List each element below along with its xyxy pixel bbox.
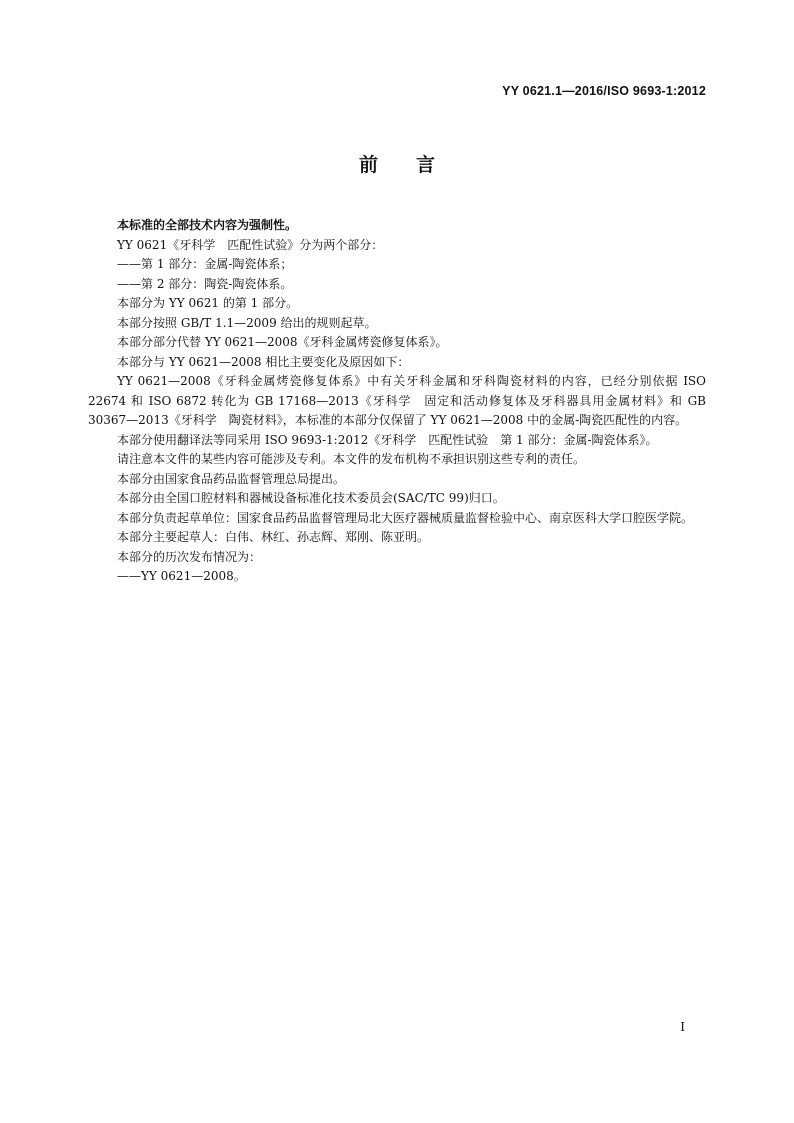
page-title: 前言 <box>358 154 473 176</box>
paragraph: 本部分负责起草单位：国家食品药品监督管理局北大医疗器械质量监督检验中心、南京医科大学口腔医学院。 <box>117 510 694 525</box>
paragraph: YY 0621《牙科学 匹配性试验》分为两个部分： <box>117 237 384 252</box>
list-item-part-2: ——第 2 部分：陶瓷-陶瓷体系。 <box>117 276 293 291</box>
paragraph: 本部分部分代替 YY 0621—2008《牙科金属烤瓷修复体系》。 <box>117 335 448 349</box>
page-number: I <box>680 1020 685 1034</box>
paragraph: 本部分由国家食品药品监督管理总局提出。 <box>117 471 346 486</box>
paragraph: 本部分使用翻译法等同采用 ISO 9693-1:2012《牙科学 匹配性试验 第 1 部分：金属-陶瓷体系》。 <box>117 432 658 447</box>
paragraph-mandatory-notice: 本标准的全部技术内容为强制性。 <box>117 218 298 232</box>
standard-id-header: YY 0621.1—2016/ISO 9693-1:2012 <box>502 84 706 98</box>
paragraph: 本部分与 YY 0621—2008 相比主要变化及原因如下： <box>117 354 410 369</box>
list-item-history: ——YY 0621—2008。 <box>117 569 246 583</box>
paragraph: 本部分为 YY 0621 的第 1 部分。 <box>117 296 299 310</box>
paragraph: 本部分按照 GB/T 1.1—2009 给出的规则起草。 <box>117 315 377 330</box>
paragraph: 请注意本文件的某些内容可能涉及专利。本文件的发布机构不承担识别这些专利的责任。 <box>117 452 586 466</box>
paragraph: 本部分的历次发布情况为： <box>117 549 262 564</box>
foreword-body <box>88 216 706 587</box>
paragraph: 本部分主要起草人：白伟、林红、孙志辉、郑刚、陈亚明。 <box>117 530 430 544</box>
paragraph: 本部分由全国口腔材料和器械设备标准化技术委员会(SAC/TC 99)归口。 <box>117 491 505 505</box>
list-item-part-1: ——第 1 部分：金属-陶瓷体系； <box>117 257 293 271</box>
paragraph: YY 0621—2008《牙科金属烤瓷修复体系》中有关牙科金属和牙科陶瓷材料的内容，已经分别依据 ISO 22674 和 ISO 6872 转化为 GB 17168—2013《牙科学 固定和活动修复体及牙科器具用金属材料》和 GB 30367—2013《牙科学 陶瓷材料》，本标准的本部分仅保留了 YY 0621—2008 中的金属-陶瓷匹配性的内容。 <box>88 374 706 427</box>
